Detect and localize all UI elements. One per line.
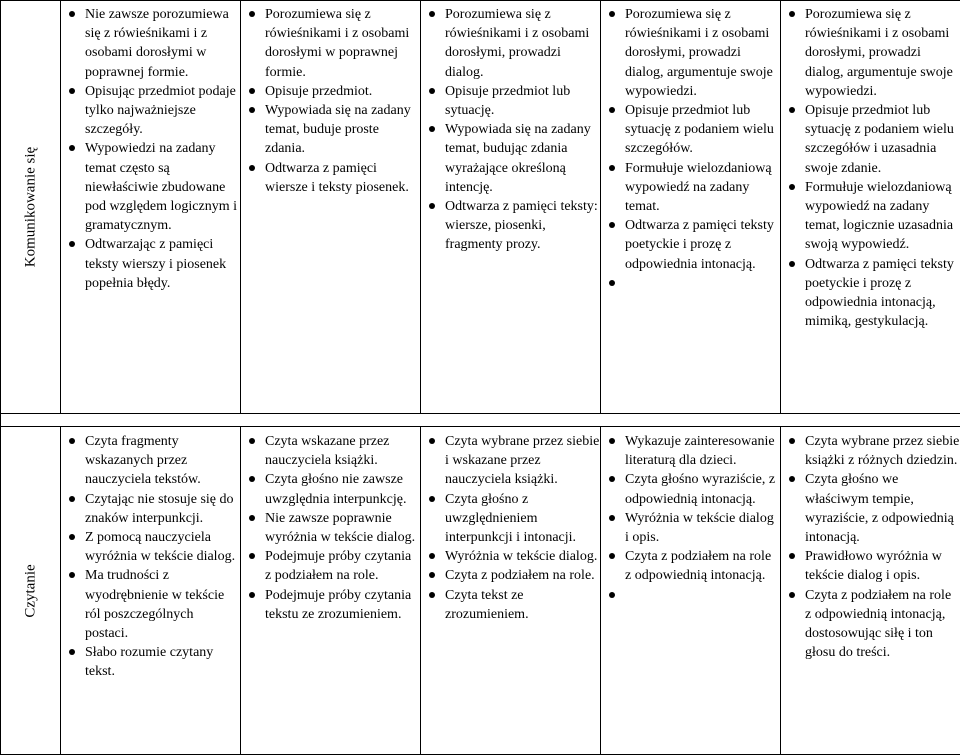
- criteria-list: [421, 5, 600, 255]
- criteria-cell: [421, 1, 601, 414]
- criteria-item: Czyta z podziałem na role.: [421, 566, 600, 585]
- row-separator: [1, 414, 960, 427]
- criteria-item: Z pomocą nauczyciela wyróżnia w tekście dialog.: [61, 528, 240, 566]
- criteria-item: Odtwarza z pamięci wiersze i teksty piosenek.: [241, 159, 420, 197]
- criteria-item: Opisując przedmiot podaje tylko najważniejsze szczegóły.: [61, 82, 240, 140]
- criteria-item: Odtwarzając z pamięci teksty wierszy i piosenek popełnia błędy.: [61, 235, 240, 293]
- criteria-item: Czyta wskazane przez nauczyciela książki.: [241, 432, 420, 470]
- criteria-item: Czyta z podziałem na role z odpowiednią intonacją, dostosowując siłę i ton głosu do treści.: [781, 586, 960, 663]
- row-label-cell: [1, 1, 61, 414]
- criteria-item: Czyta tekst ze zrozumieniem.: [421, 586, 600, 624]
- criteria-cell: [61, 1, 241, 414]
- criteria-list: [781, 5, 960, 331]
- criteria-item: Wypowiada się na zadany temat, budując zdania wyrażające określoną intencję.: [421, 120, 600, 197]
- criteria-item: Ma trudności z wyodrębnienie w tekście ról poszczególnych postaci.: [61, 566, 240, 643]
- criteria-item: Odtwarza z pamięci teksty poetyckie i prozę z odpowiednia intonacją.: [601, 216, 780, 274]
- criteria-item: Opisuje przedmiot.: [241, 82, 420, 101]
- row-czytanie: [1, 427, 960, 755]
- criteria-item: Porozumiewa się z rówieśnikami i z osobami dorosłymi, prowadzi dialog, argumentuje swoje wypowiedzi.: [781, 5, 960, 101]
- criteria-item: Formułuje wielozdaniową wypowiedź na zadany temat.: [601, 159, 780, 217]
- criteria-list: [781, 432, 960, 662]
- criteria-item: Czyta głośno wyraziście, z odpowiednią intonacją.: [601, 470, 780, 508]
- row-label: Komunikowanie się: [22, 146, 38, 268]
- criteria-item: Nie zawsze poprawnie wyróżnia w tekście dialog.: [241, 509, 420, 547]
- criteria-cell: [601, 427, 781, 755]
- row-komunikowanie: [1, 1, 960, 414]
- criteria-item: Czyta głośno nie zawsze uwzględnia interpunkcję.: [241, 470, 420, 508]
- criteria-item: Wypowiada się na zadany temat, buduje proste zdania.: [241, 101, 420, 159]
- criteria-item: Nie zawsze porozumiewa się z rówieśnikami i z osobami dorosłymi w poprawnej formie.: [61, 5, 240, 82]
- criteria-item: Czyta fragmenty wskazanych przez nauczyciela tekstów.: [61, 432, 240, 490]
- criteria-item: Podejmuje próby czytania tekstu ze zrozumieniem.: [241, 586, 420, 624]
- criteria-item: Czyta głośno we właściwym tempie, wyraziście, z odpowiednią intonacją.: [781, 470, 960, 547]
- criteria-list: [241, 432, 420, 624]
- criteria-item: Czyta głośno z uwzględnieniem interpunkcji i intonacji.: [421, 490, 600, 548]
- criteria-item: Formułuje wielozdaniową wypowiedź na zadany temat, logicznie uzasadnia swoją wypowiedź.: [781, 178, 960, 255]
- criteria-item: Odtwarza z pamięci teksty poetyckie i prozę z odpowiednia intonacją, mimiką, gestykulacją.: [781, 255, 960, 332]
- criteria-list: [601, 5, 780, 274]
- separator-cell: [1, 414, 960, 427]
- criteria-item: Podejmuje próby czytania z podziałem na role.: [241, 547, 420, 585]
- criteria-list: [61, 432, 240, 682]
- criteria-item: Wykazuje zainteresowanie literaturą dla dzieci.: [601, 432, 780, 470]
- criteria-item: Wyróżnia w tekście dialog i opis.: [601, 509, 780, 547]
- criteria-list: [601, 432, 780, 586]
- criteria-list: [241, 5, 420, 197]
- criteria-item: Czyta z podziałem na role z odpowiednią intonacją.: [601, 547, 780, 585]
- criteria-item: Porozumiewa się z rówieśnikami i z osobami dorosłymi, prowadzi dialog, argumentuje swoje wypowiedzi.: [601, 5, 780, 101]
- criteria-item: Wypowiedzi na zadany temat często są niewłaściwie zbudowane pod względem logicznym i gramatycznym.: [61, 139, 240, 235]
- criteria-item: Porozumiewa się z rówieśnikami i z osobami dorosłymi w poprawnej formie.: [241, 5, 420, 82]
- criteria-item: Opisuje przedmiot lub sytuację z podaniem wielu szczegółów i uzasadnia swoje zdanie.: [781, 101, 960, 178]
- criteria-item: Porozumiewa się z rówieśnikami i z osobami dorosłymi, prowadzi dialog.: [421, 5, 600, 82]
- criteria-cell: [781, 427, 960, 755]
- criteria-cell: [61, 427, 241, 755]
- criteria-cell: [241, 1, 421, 414]
- row-label-cell: [1, 427, 61, 755]
- criteria-item: Opisuje przedmiot lub sytuację z podaniem wielu szczegółów.: [601, 101, 780, 159]
- criteria-item: Opisuje przedmiot lub sytuację.: [421, 82, 600, 120]
- criteria-cell: [241, 427, 421, 755]
- criteria-item: Czyta wybrane przez siebie i wskazane przez nauczyciela książki.: [421, 432, 600, 490]
- criteria-cell: [781, 1, 960, 414]
- criteria-list: [421, 432, 600, 624]
- criteria-item: Wyróżnia w tekście dialog.: [421, 547, 600, 566]
- criteria-cell: [601, 1, 781, 414]
- row-label: Czytanie: [22, 563, 38, 618]
- criteria-item: Czyta wybrane przez siebie książki z różnych dziedzin.: [781, 432, 960, 470]
- criteria-list: [61, 5, 240, 293]
- criteria-item: Prawidłowo wyróżnia w tekście dialog i opis.: [781, 547, 960, 585]
- criteria-item: Odtwarza z pamięci teksty: wiersze, piosenki, fragmenty prozy.: [421, 197, 600, 255]
- criteria-item: Słabo rozumie czytany tekst.: [61, 643, 240, 681]
- criteria-cell: [421, 427, 601, 755]
- criteria-item: Czytając nie stosuje się do znaków interpunkcji.: [61, 490, 240, 528]
